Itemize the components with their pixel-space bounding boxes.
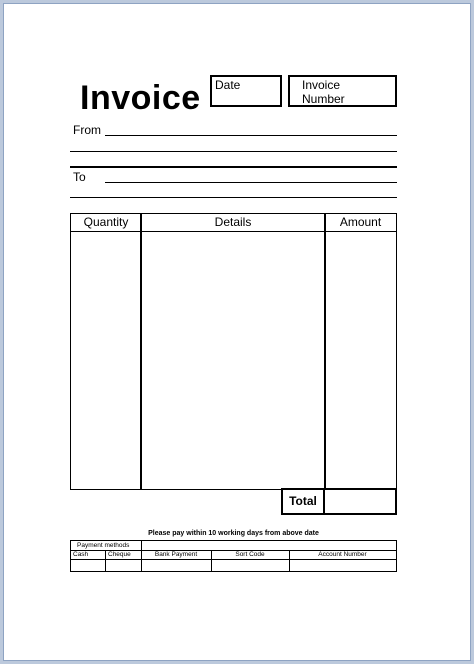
quantity-header: Quantity	[83, 215, 129, 229]
amount-header: Amount	[339, 215, 382, 229]
from-label: From	[73, 123, 101, 137]
account-number-field[interactable]	[290, 560, 396, 571]
payment-table	[70, 540, 397, 572]
bank-payment-field[interactable]	[142, 560, 211, 571]
section-divider	[70, 166, 397, 168]
details-header: Details	[214, 215, 252, 229]
date-field[interactable]	[210, 75, 282, 107]
sort-code-label: Sort Code	[235, 551, 265, 558]
from-line-1[interactable]	[105, 135, 397, 136]
amount-column[interactable]	[326, 232, 396, 489]
cash-field[interactable]	[71, 560, 105, 571]
from-line-2[interactable]	[70, 151, 397, 152]
quantity-column[interactable]	[71, 232, 140, 489]
invoice-title: Invoice	[80, 79, 201, 117]
cheque-field[interactable]	[106, 560, 141, 571]
payment-note: Please pay within 10 working days from above date	[148, 530, 319, 537]
to-line-1[interactable]	[105, 182, 397, 183]
cash-label: Cash	[73, 551, 89, 558]
details-column[interactable]	[142, 232, 324, 489]
items-table	[70, 213, 397, 490]
to-label: To	[73, 170, 86, 184]
payment-methods-label: Payment methods	[77, 542, 130, 549]
total-value-field[interactable]	[323, 488, 397, 515]
total-label: Total	[281, 488, 325, 515]
account-number-label: Account Number	[318, 551, 367, 558]
sort-code-field[interactable]	[212, 560, 289, 571]
cheque-label: Cheque	[108, 551, 131, 558]
invoice-number-label: Invoice Number	[302, 78, 345, 106]
to-line-2[interactable]	[70, 197, 397, 198]
invoice-number-field[interactable]	[288, 75, 397, 107]
date-label: Date	[215, 78, 241, 92]
bank-payment-label: Bank Payment	[154, 551, 198, 558]
